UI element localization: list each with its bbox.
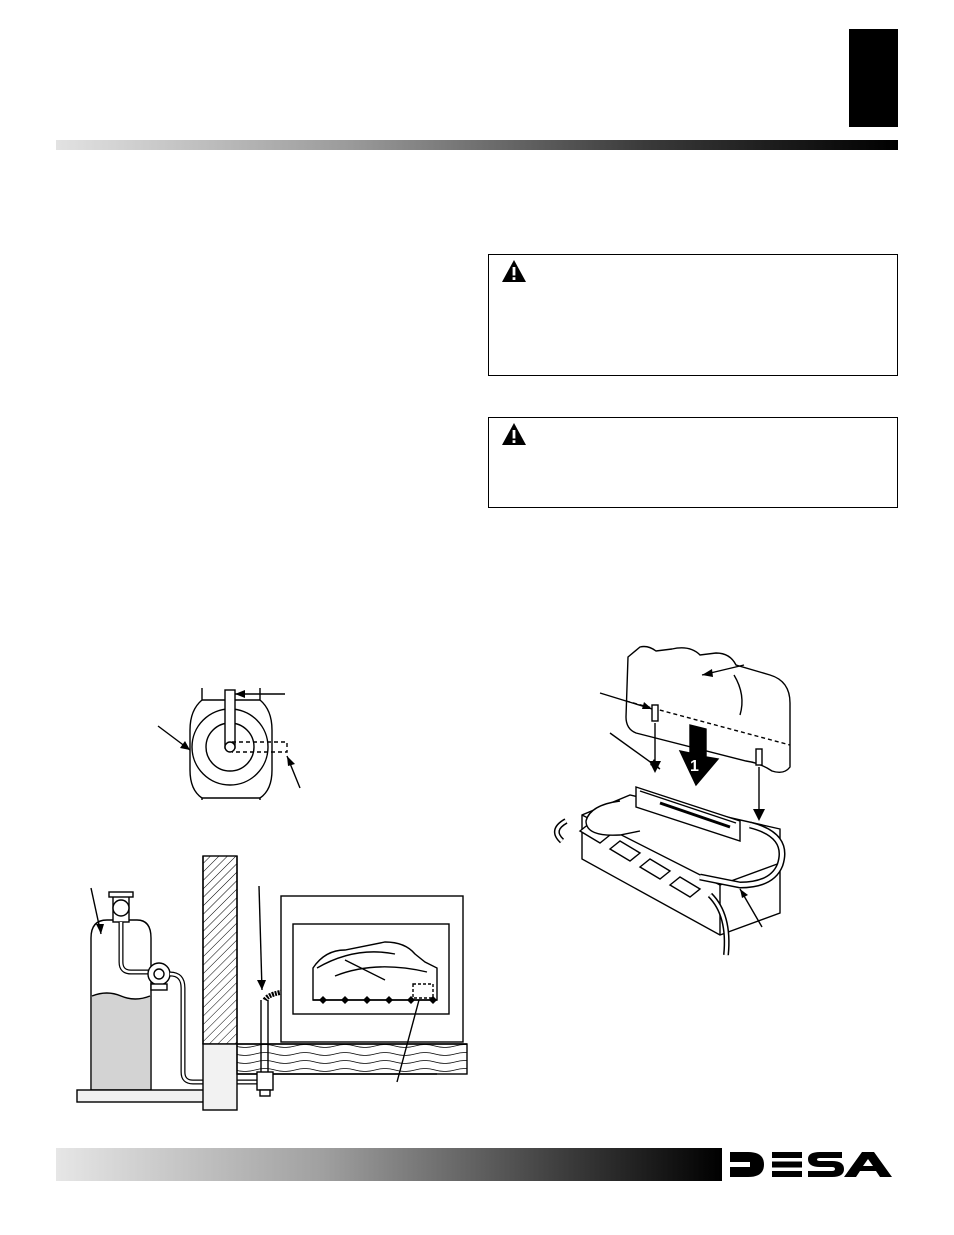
log-placement-figure <box>540 645 870 960</box>
installation-diagram <box>55 850 475 1110</box>
valve-detail-figure <box>150 680 310 810</box>
warning-triangle-icon <box>501 259 527 283</box>
svg-text:1: 1 <box>690 758 699 775</box>
warning-box-1 <box>488 254 898 376</box>
footer-rule <box>56 1148 722 1181</box>
warning-triangle-icon <box>501 422 527 446</box>
desa-logo <box>726 1148 898 1181</box>
section-tab <box>849 29 898 127</box>
header-rule <box>56 140 898 150</box>
warning-box-2 <box>488 417 898 508</box>
